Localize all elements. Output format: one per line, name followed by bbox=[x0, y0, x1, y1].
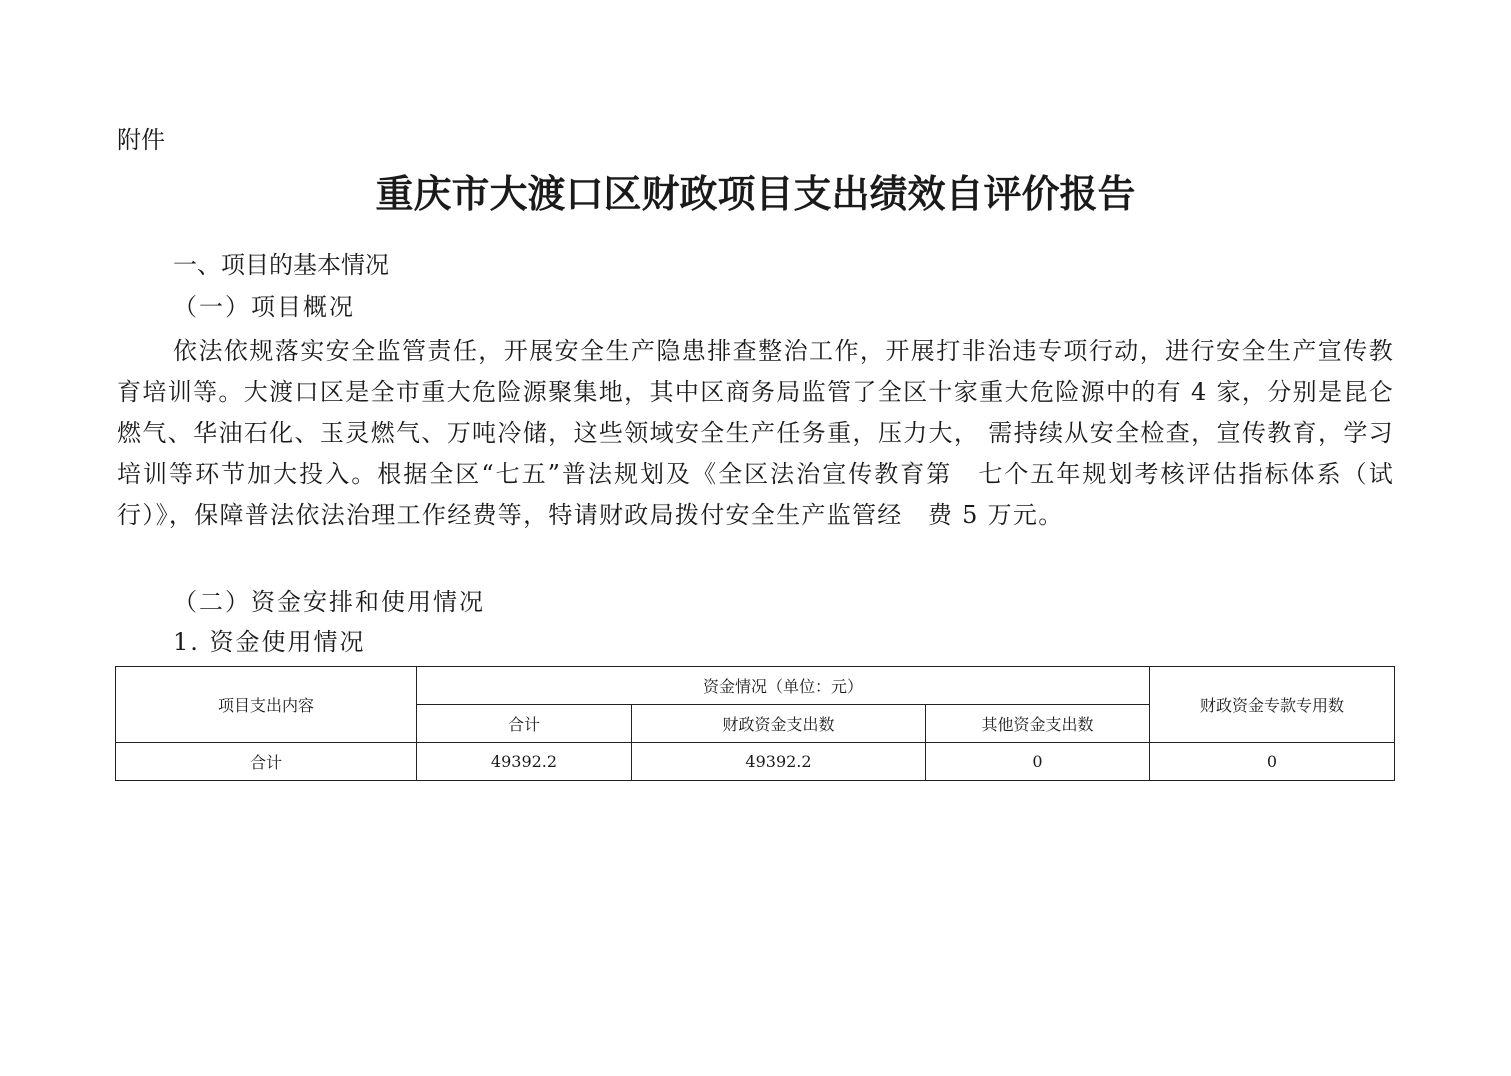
report-title: 重庆市大渡口区财政项目支出绩效自评价报告 bbox=[375, 171, 1136, 216]
header-total: 合计 bbox=[417, 705, 632, 743]
cell-content: 合计 bbox=[116, 743, 417, 781]
subsection-heading-overview: （一）项目概况 bbox=[173, 293, 355, 321]
cell-fiscal: 49392.2 bbox=[632, 743, 926, 781]
cell-special: 0 bbox=[1150, 743, 1395, 781]
header-funding-group: 资金情况（单位：元） bbox=[417, 667, 1150, 705]
cell-total: 49392.2 bbox=[417, 743, 632, 781]
table-header-row bbox=[116, 667, 1395, 705]
fund-usage-table bbox=[115, 666, 1395, 781]
overview-paragraph: 依法依规落实安全监管责任，开展安全生产隐患排查整治工作，开展打非治违专项行动，进行安全生产宣传教育培训等。大渡口区是全市重大危险源聚集地，其中区商务局监管了全区十家重大危险源中的有 4 家，分别是昆仑燃气、华油石化、玉灵燃气、万吨冷储，这些领域安全生产任务重，压力大， 需持续从安全检查，宣传教育，学习培训等环节加大投入。根据全区“七五”普法规划及《全区法治宣传教育第 七个五年规划考核评估指标体系（试行）》，保障普法依法治理工作经费等，特请财政局拨付安全生产监管经 费 5 万元。 bbox=[117, 337, 1394, 529]
item-heading-fund-usage: 1. 资金使用情况 bbox=[173, 628, 366, 656]
header-other: 其他资金支出数 bbox=[926, 705, 1150, 743]
header-content: 项目支出内容 bbox=[116, 667, 417, 743]
header-special: 财政资金专款专用数 bbox=[1150, 667, 1395, 743]
cell-other: 0 bbox=[926, 743, 1150, 781]
header-fiscal: 财政资金支出数 bbox=[632, 705, 926, 743]
section-heading-basic-info: 一、项目的基本情况 bbox=[173, 251, 389, 279]
attachment-label: 附件 bbox=[117, 126, 165, 154]
table-row bbox=[116, 743, 1395, 781]
subsection-heading-funding: （二）资金安排和使用情况 bbox=[173, 588, 485, 616]
